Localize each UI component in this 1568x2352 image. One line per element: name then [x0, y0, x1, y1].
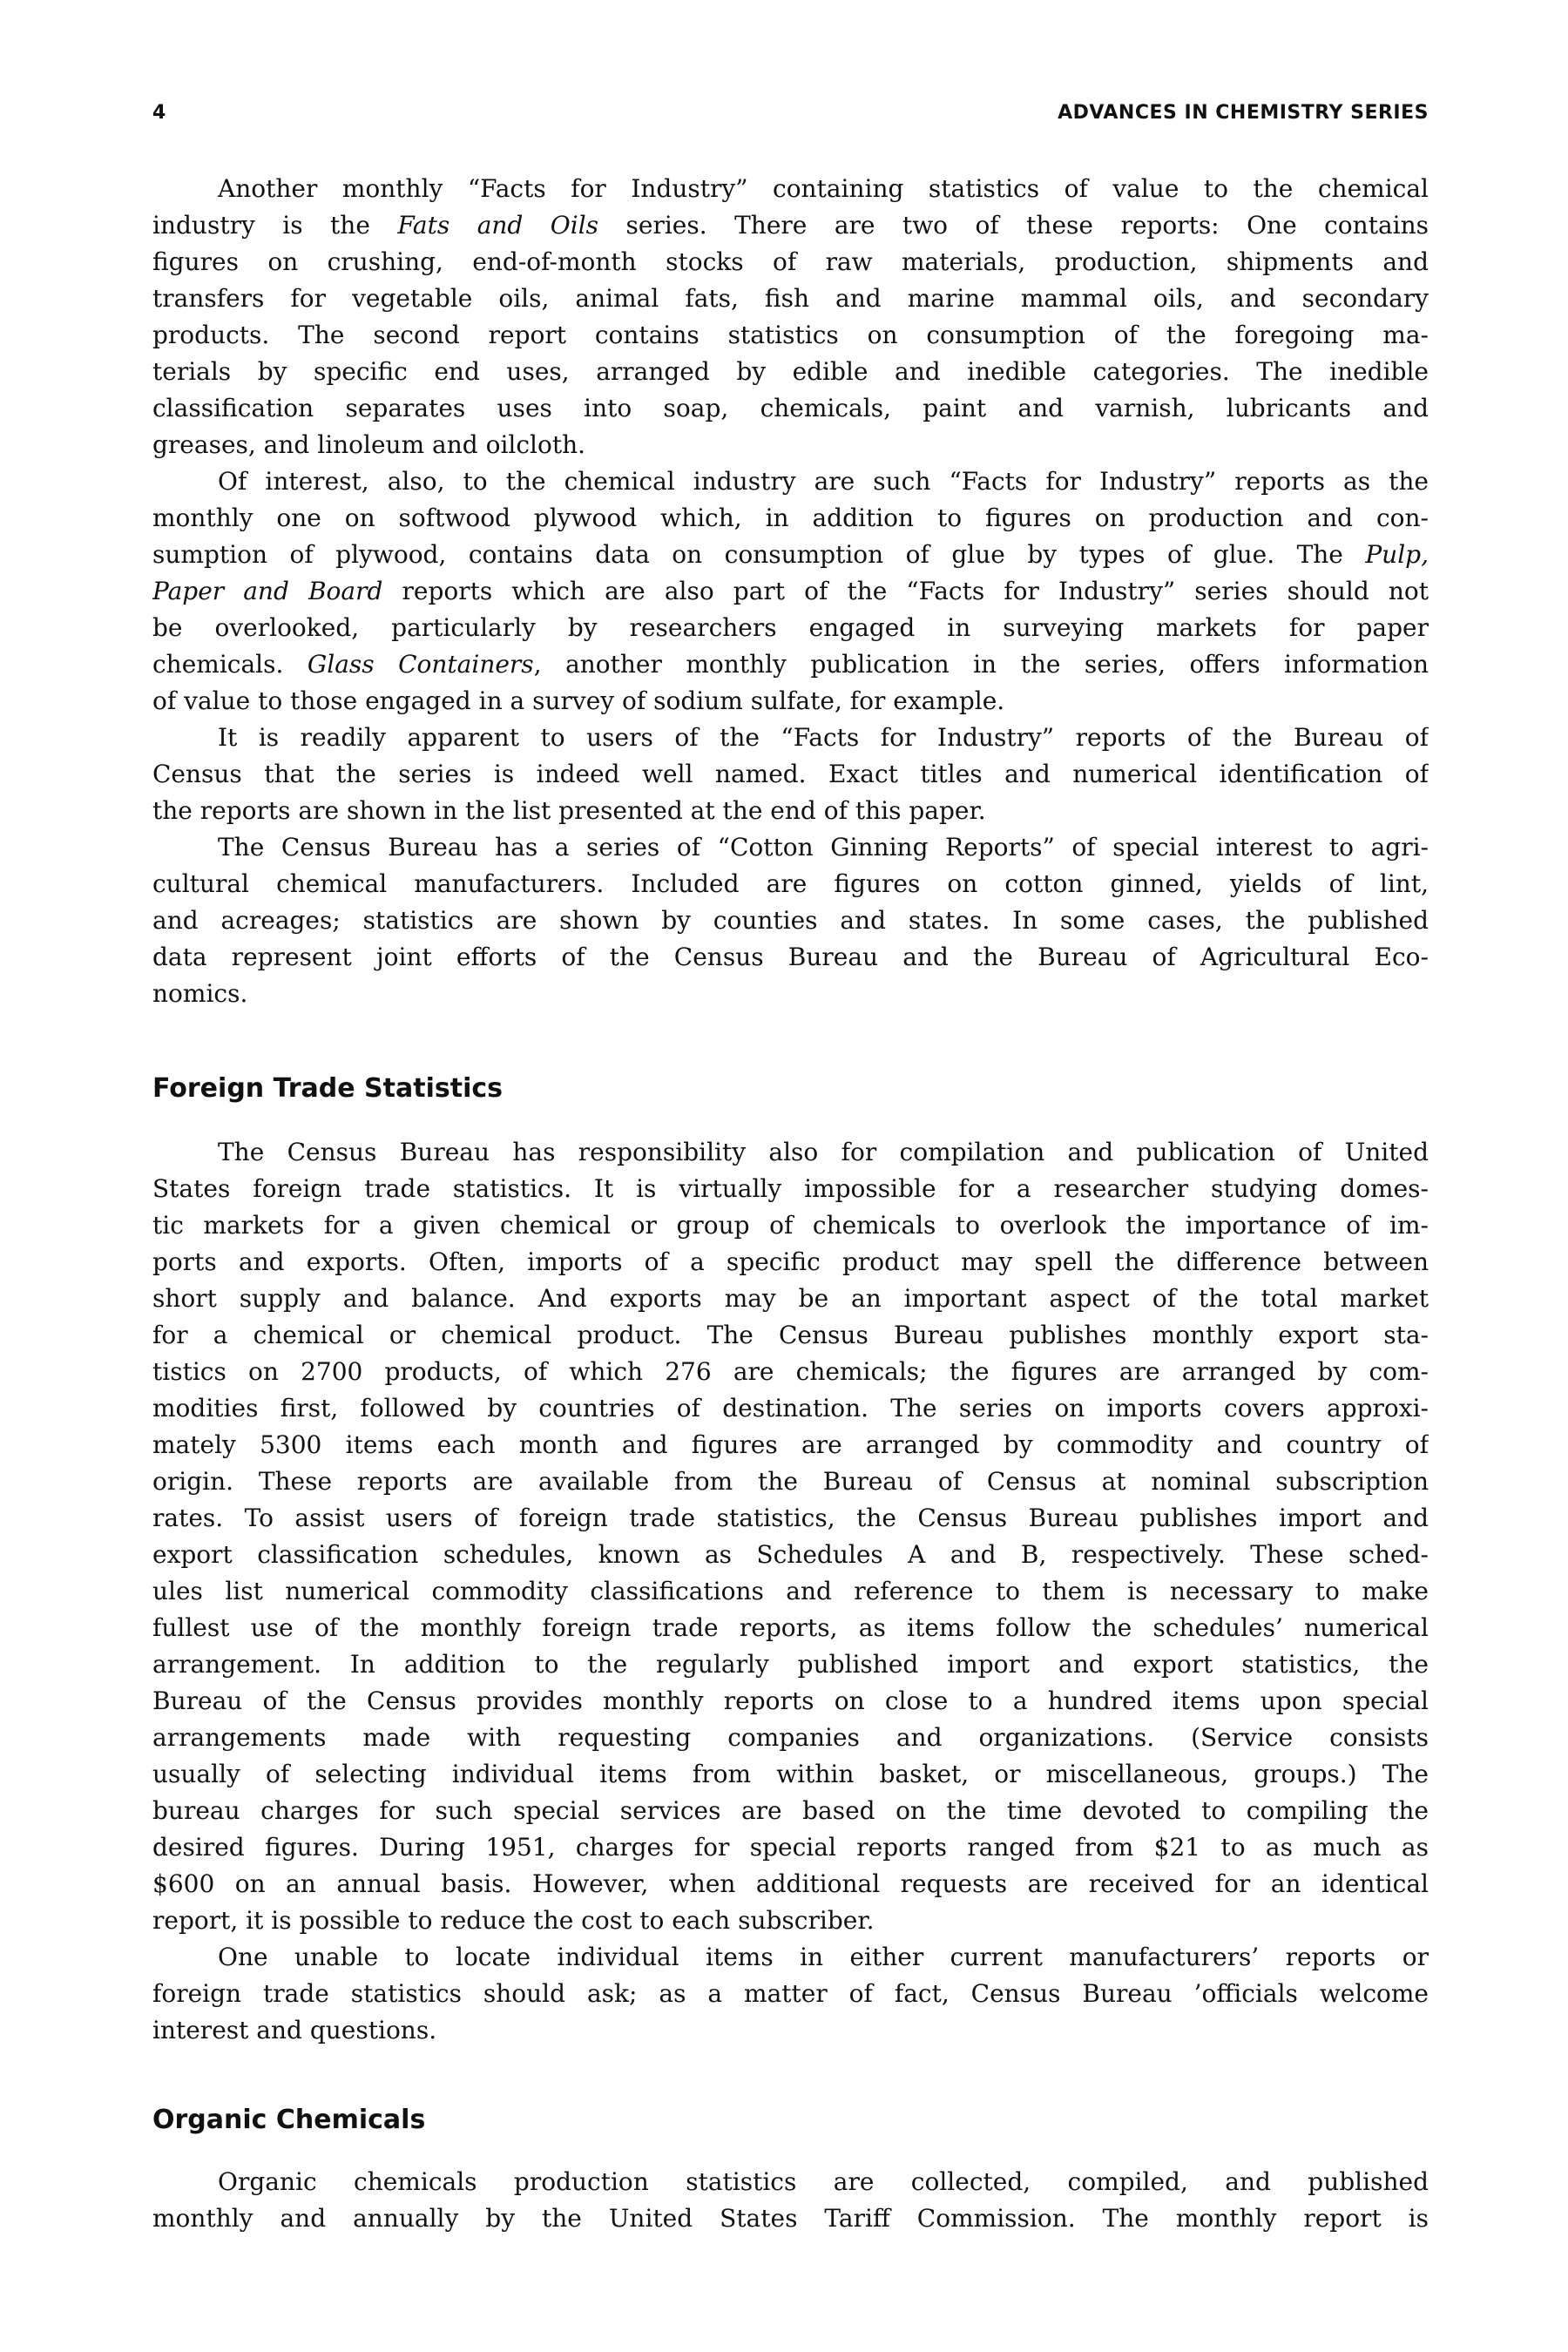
paragraph	[152, 2164, 1429, 2237]
text-run: monthly one on softwood plywood which, in addition to figures on production and con-	[152, 504, 1429, 532]
paragraph	[152, 1939, 1429, 2049]
text-line	[152, 1976, 1429, 2012]
text-line	[152, 1390, 1429, 1427]
text-line	[152, 280, 1429, 317]
text-line	[152, 1463, 1429, 1500]
text-run: the reports are shown in the list presented at the end of this paper.	[152, 796, 986, 825]
text-line	[152, 1134, 1429, 1171]
text-line	[152, 244, 1429, 280]
text-run: industry is the	[152, 211, 398, 240]
text-line	[152, 2012, 1429, 2049]
text-line	[152, 1354, 1429, 1390]
text-run: fullest use of the monthly foreign trade reports, as items follow the schedules’ numerical	[152, 1613, 1429, 1642]
text-run: ports and exports. Often, imports of a specific product may spell the difference between	[152, 1247, 1429, 1276]
text-run: classification separates uses into soap, chemicals, paint and varnish, lubricants and	[152, 394, 1429, 422]
text-run: The Census Bureau has a series of “Cotton Ginning Reports” of special interest to agri-	[218, 833, 1429, 862]
text-run: mately 5300 items each month and figures are arranged by commodity and country of	[152, 1430, 1429, 1459]
text-line	[152, 463, 1429, 500]
text-line	[152, 1903, 1429, 1939]
text-line	[152, 1683, 1429, 1720]
text-line	[152, 1646, 1429, 1683]
text-run: transfers for vegetable oils, animal fats, fish and marine mammal oils, and secondary	[152, 284, 1429, 313]
text-run: $600 on an annual basis. However, when additional requests are received for an identical	[152, 1869, 1429, 1898]
section-heading-organic-chemicals: Organic Chemicals	[152, 2105, 426, 2135]
text-line	[152, 902, 1429, 939]
series-title: ADVANCES IN CHEMISTRY SERIES	[1058, 102, 1429, 124]
italic-title: Paper and Board	[152, 577, 383, 605]
running-header	[152, 99, 1429, 127]
text-run: and acreages; statistics are shown by counties and states. In some cases, the published	[152, 906, 1429, 935]
text-line	[152, 1171, 1429, 1207]
text-line	[152, 1317, 1429, 1354]
text-line	[152, 793, 1429, 829]
text-run: Bureau of the Census provides monthly reports on close to a hundred items upon special	[152, 1686, 1429, 1715]
text-line	[152, 939, 1429, 976]
text-run: figures on crushing, end-of-month stocks of raw materials, production, shipments and	[152, 247, 1429, 276]
text-run: desired figures. During 1951, charges for special reports ranged from $21 to as much as	[152, 1833, 1429, 1862]
text-run: greases, and linoleum and oilcloth.	[152, 430, 586, 459]
text-run: chemicals.	[152, 650, 308, 679]
text-run: rates. To assist users of foreign trade statistics, the Census Bureau publishes import and	[152, 1504, 1429, 1532]
paragraph	[152, 1134, 1429, 1939]
text-block-foreign-trade	[152, 1134, 1429, 2049]
text-run: sumption of plywood, contains data on consumption of glue by types of glue. The	[152, 540, 1366, 569]
italic-title: Fats and Oils	[397, 211, 599, 240]
text-run: Another monthly “Facts for Industry” containing statistics of value to the chemical	[218, 174, 1429, 203]
text-run: interest and questions.	[152, 2016, 437, 2044]
text-run: of value to those engaged in a survey of sodium sulfate, for example.	[152, 686, 1005, 715]
text-line	[152, 2164, 1429, 2200]
text-run: products. The second report contains statistics on consumption of the foregoing ma-	[152, 321, 1429, 349]
text-line	[152, 1207, 1429, 1244]
text-line	[152, 1939, 1429, 1976]
text-run: ules list numerical commodity classifications and reference to them is necessary to make	[152, 1577, 1429, 1605]
text-line	[152, 683, 1429, 720]
text-line	[152, 866, 1429, 902]
text-line	[152, 500, 1429, 537]
text-run: data represent joint efforts of the Census Bureau and the Bureau of Agricultural Eco-	[152, 943, 1429, 971]
text-run: report, it is possible to reduce the cost to each subscriber.	[152, 1906, 875, 1935]
text-run: reports which are also part of the “Facts for Industry” series should not	[382, 577, 1429, 605]
text-line	[152, 1537, 1429, 1573]
text-line	[152, 390, 1429, 427]
text-run: nomics.	[152, 979, 248, 1008]
text-line	[152, 427, 1429, 463]
text-run: One unable to locate individual items in either current manufacturers’ reports or	[218, 1943, 1429, 1971]
italic-title: Pulp,	[1365, 540, 1429, 569]
text-run: States foreign trade statistics. It is virtually impossible for a researcher studying domes-	[152, 1174, 1429, 1203]
text-line	[152, 1610, 1429, 1646]
text-run: It is readily apparent to users of the “Facts for Industry” reports of the Bureau of	[218, 723, 1429, 752]
text-line	[152, 1427, 1429, 1463]
text-run: monthly and annually by the United States Tariff Commission. The monthly report is	[152, 2204, 1429, 2233]
text-run: short supply and balance. And exports may be an important aspect of the total market	[152, 1284, 1429, 1313]
text-line	[152, 1500, 1429, 1537]
paragraph	[152, 720, 1429, 829]
text-line	[152, 829, 1429, 866]
text-run: Census that the series is indeed well named. Exact titles and numerical identification of	[152, 760, 1429, 788]
text-line	[152, 1281, 1429, 1317]
text-run: cultural chemical manufacturers. Included are figures on cotton ginned, yields of lint,	[152, 869, 1429, 898]
text-run: usually of selecting individual items from within basket, or miscellaneous, groups.) The	[152, 1760, 1429, 1788]
text-block-organic-chemicals	[152, 2164, 1429, 2237]
text-line	[152, 646, 1429, 683]
text-line	[152, 207, 1429, 244]
text-run: be overlooked, particularly by researchers engaged in surveying markets for paper	[152, 613, 1429, 642]
text-line	[152, 317, 1429, 354]
text-run: export classification schedules, known as Schedules A and B, respectively. These sched-	[152, 1540, 1429, 1569]
text-line	[152, 976, 1429, 1012]
text-run: bureau charges for such special services are based on the time devoted to compiling the	[152, 1796, 1429, 1825]
italic-title: Glass Containers	[307, 650, 534, 679]
text-run: series. There are two of these reports: One contains	[598, 211, 1429, 240]
text-line	[152, 2200, 1429, 2237]
paragraph	[152, 171, 1429, 463]
paragraph	[152, 829, 1429, 1012]
text-run: modities first, followed by countries of destination. The series on imports covers approxi-	[152, 1394, 1429, 1423]
text-line	[152, 756, 1429, 793]
text-line	[152, 720, 1429, 756]
text-line	[152, 1866, 1429, 1903]
text-line	[152, 1244, 1429, 1281]
text-run: tistics on 2700 products, of which 276 are chemicals; the figures are arranged by com-	[152, 1357, 1429, 1386]
text-line	[152, 354, 1429, 390]
text-line	[152, 573, 1429, 610]
text-run: arrangement. In addition to the regularly published import and export statistics, the	[152, 1650, 1429, 1679]
text-line	[152, 1720, 1429, 1756]
text-line	[152, 1829, 1429, 1866]
text-block-intro	[152, 171, 1429, 1012]
text-line	[152, 1573, 1429, 1610]
text-line	[152, 610, 1429, 646]
text-line	[152, 537, 1429, 573]
section-heading-foreign-trade: Foreign Trade Statistics	[152, 1073, 503, 1104]
text-run: terials by specific end uses, arranged by edible and inedible categories. The inedible	[152, 357, 1429, 386]
text-line	[152, 1793, 1429, 1829]
paragraph	[152, 463, 1429, 720]
text-run: Of interest, also, to the chemical industry are such “Facts for Industry” reports as the	[218, 467, 1429, 496]
text-run: foreign trade statistics should ask; as a matter of fact, Census Bureau ’officials welcome	[152, 1979, 1429, 2008]
text-line	[152, 1756, 1429, 1793]
text-run: for a chemical or chemical product. The Census Bureau publishes monthly export sta-	[152, 1321, 1429, 1349]
page-number: 4	[152, 102, 166, 124]
text-run: , another monthly publication in the series, offers information	[533, 650, 1429, 679]
text-run: Organic chemicals production statistics are collected, compiled, and published	[218, 2167, 1429, 2196]
text-run: tic markets for a given chemical or group of chemicals to overlook the importance of im-	[152, 1211, 1429, 1240]
text-line	[152, 171, 1429, 207]
text-run: The Census Bureau has responsibility also for compilation and publication of United	[218, 1138, 1429, 1166]
text-run: origin. These reports are available from the Bureau of Census at nominal subscription	[152, 1467, 1429, 1496]
text-run: arrangements made with requesting companies and organizations. (Service consists	[152, 1723, 1429, 1752]
